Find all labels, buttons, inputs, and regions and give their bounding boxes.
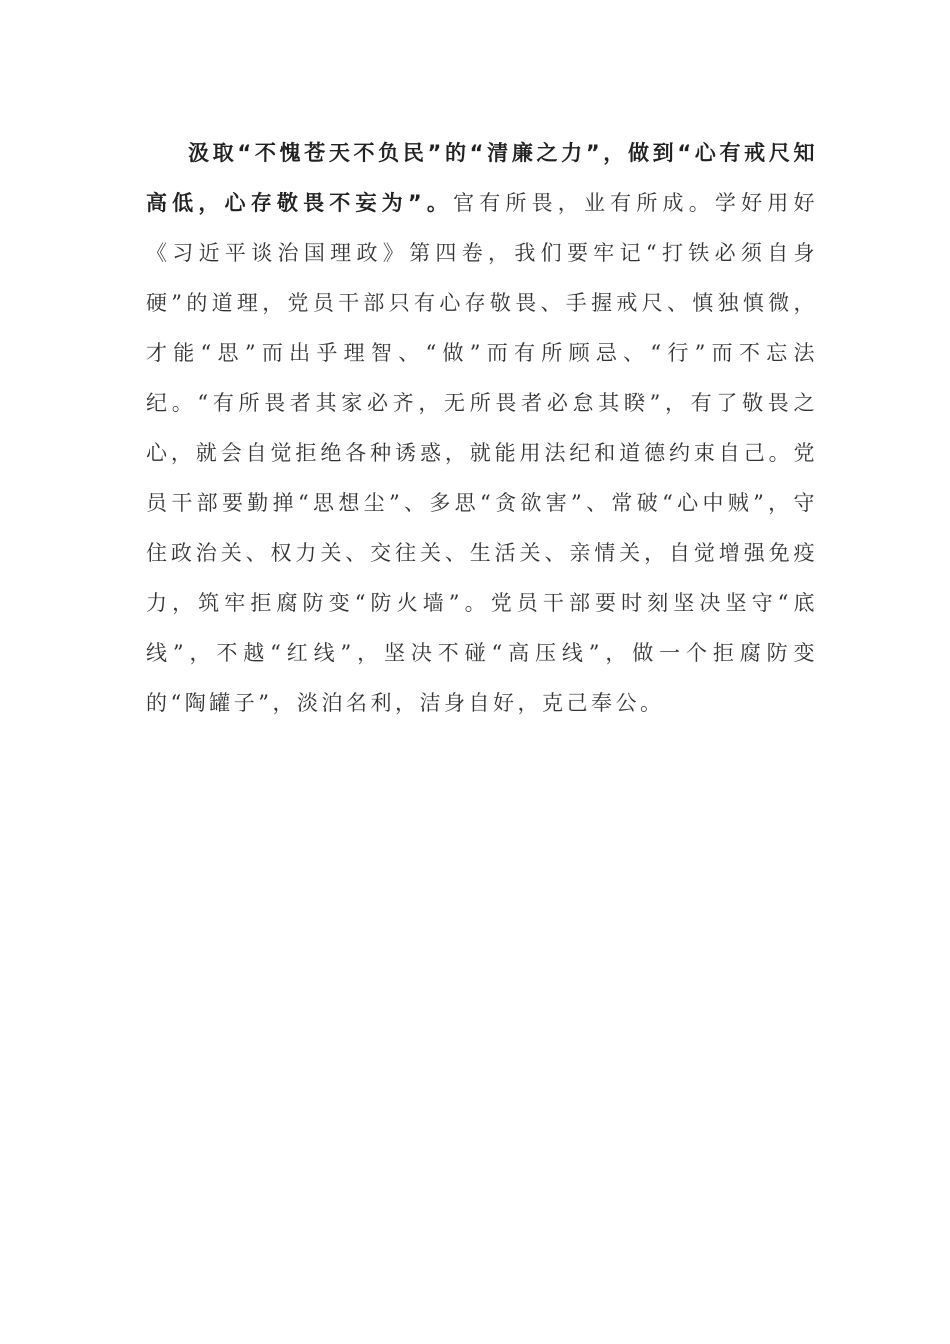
document-body (146, 128, 818, 728)
paragraph-body-text: 官有所畏，业有所成。学好用好《习近平谈治国理政》第四卷，我们要牢记“打铁必须自身硬”的道理，党员干部只有心存敬畏、手握戒尺、慎独慎微，才能“思”而出乎理智、“做”而有所顾忌、“行”而不忘法纪。“有所畏者其家必齐，无所畏者必怠其睽”，有了敬畏之心，就会自觉拒绝各种诱惑，就能用法纪和道德约束自己。党员干部要勤掸“思想尘”、多思“贪欲害”、常破“心中贼”，守住政治关、权力关、交往关、生活关、亲情关，自觉增强免疫力，筑牢拒腐防变“防火墙”。党员干部要时刻坚决坚守“底线”，不越“红线”，坚决不碰“高压线”，做一个拒腐防变的“陶罐子”，淡泊名利，洁身自好，克己奉公。 (146, 191, 818, 715)
paragraph (146, 128, 818, 728)
paragraph-lead-sentence: 汲取“不愧苍天不负民”的“清廉之力”，做到“心有戒尺知高低，心存敬畏不妄为”。 (146, 141, 818, 215)
